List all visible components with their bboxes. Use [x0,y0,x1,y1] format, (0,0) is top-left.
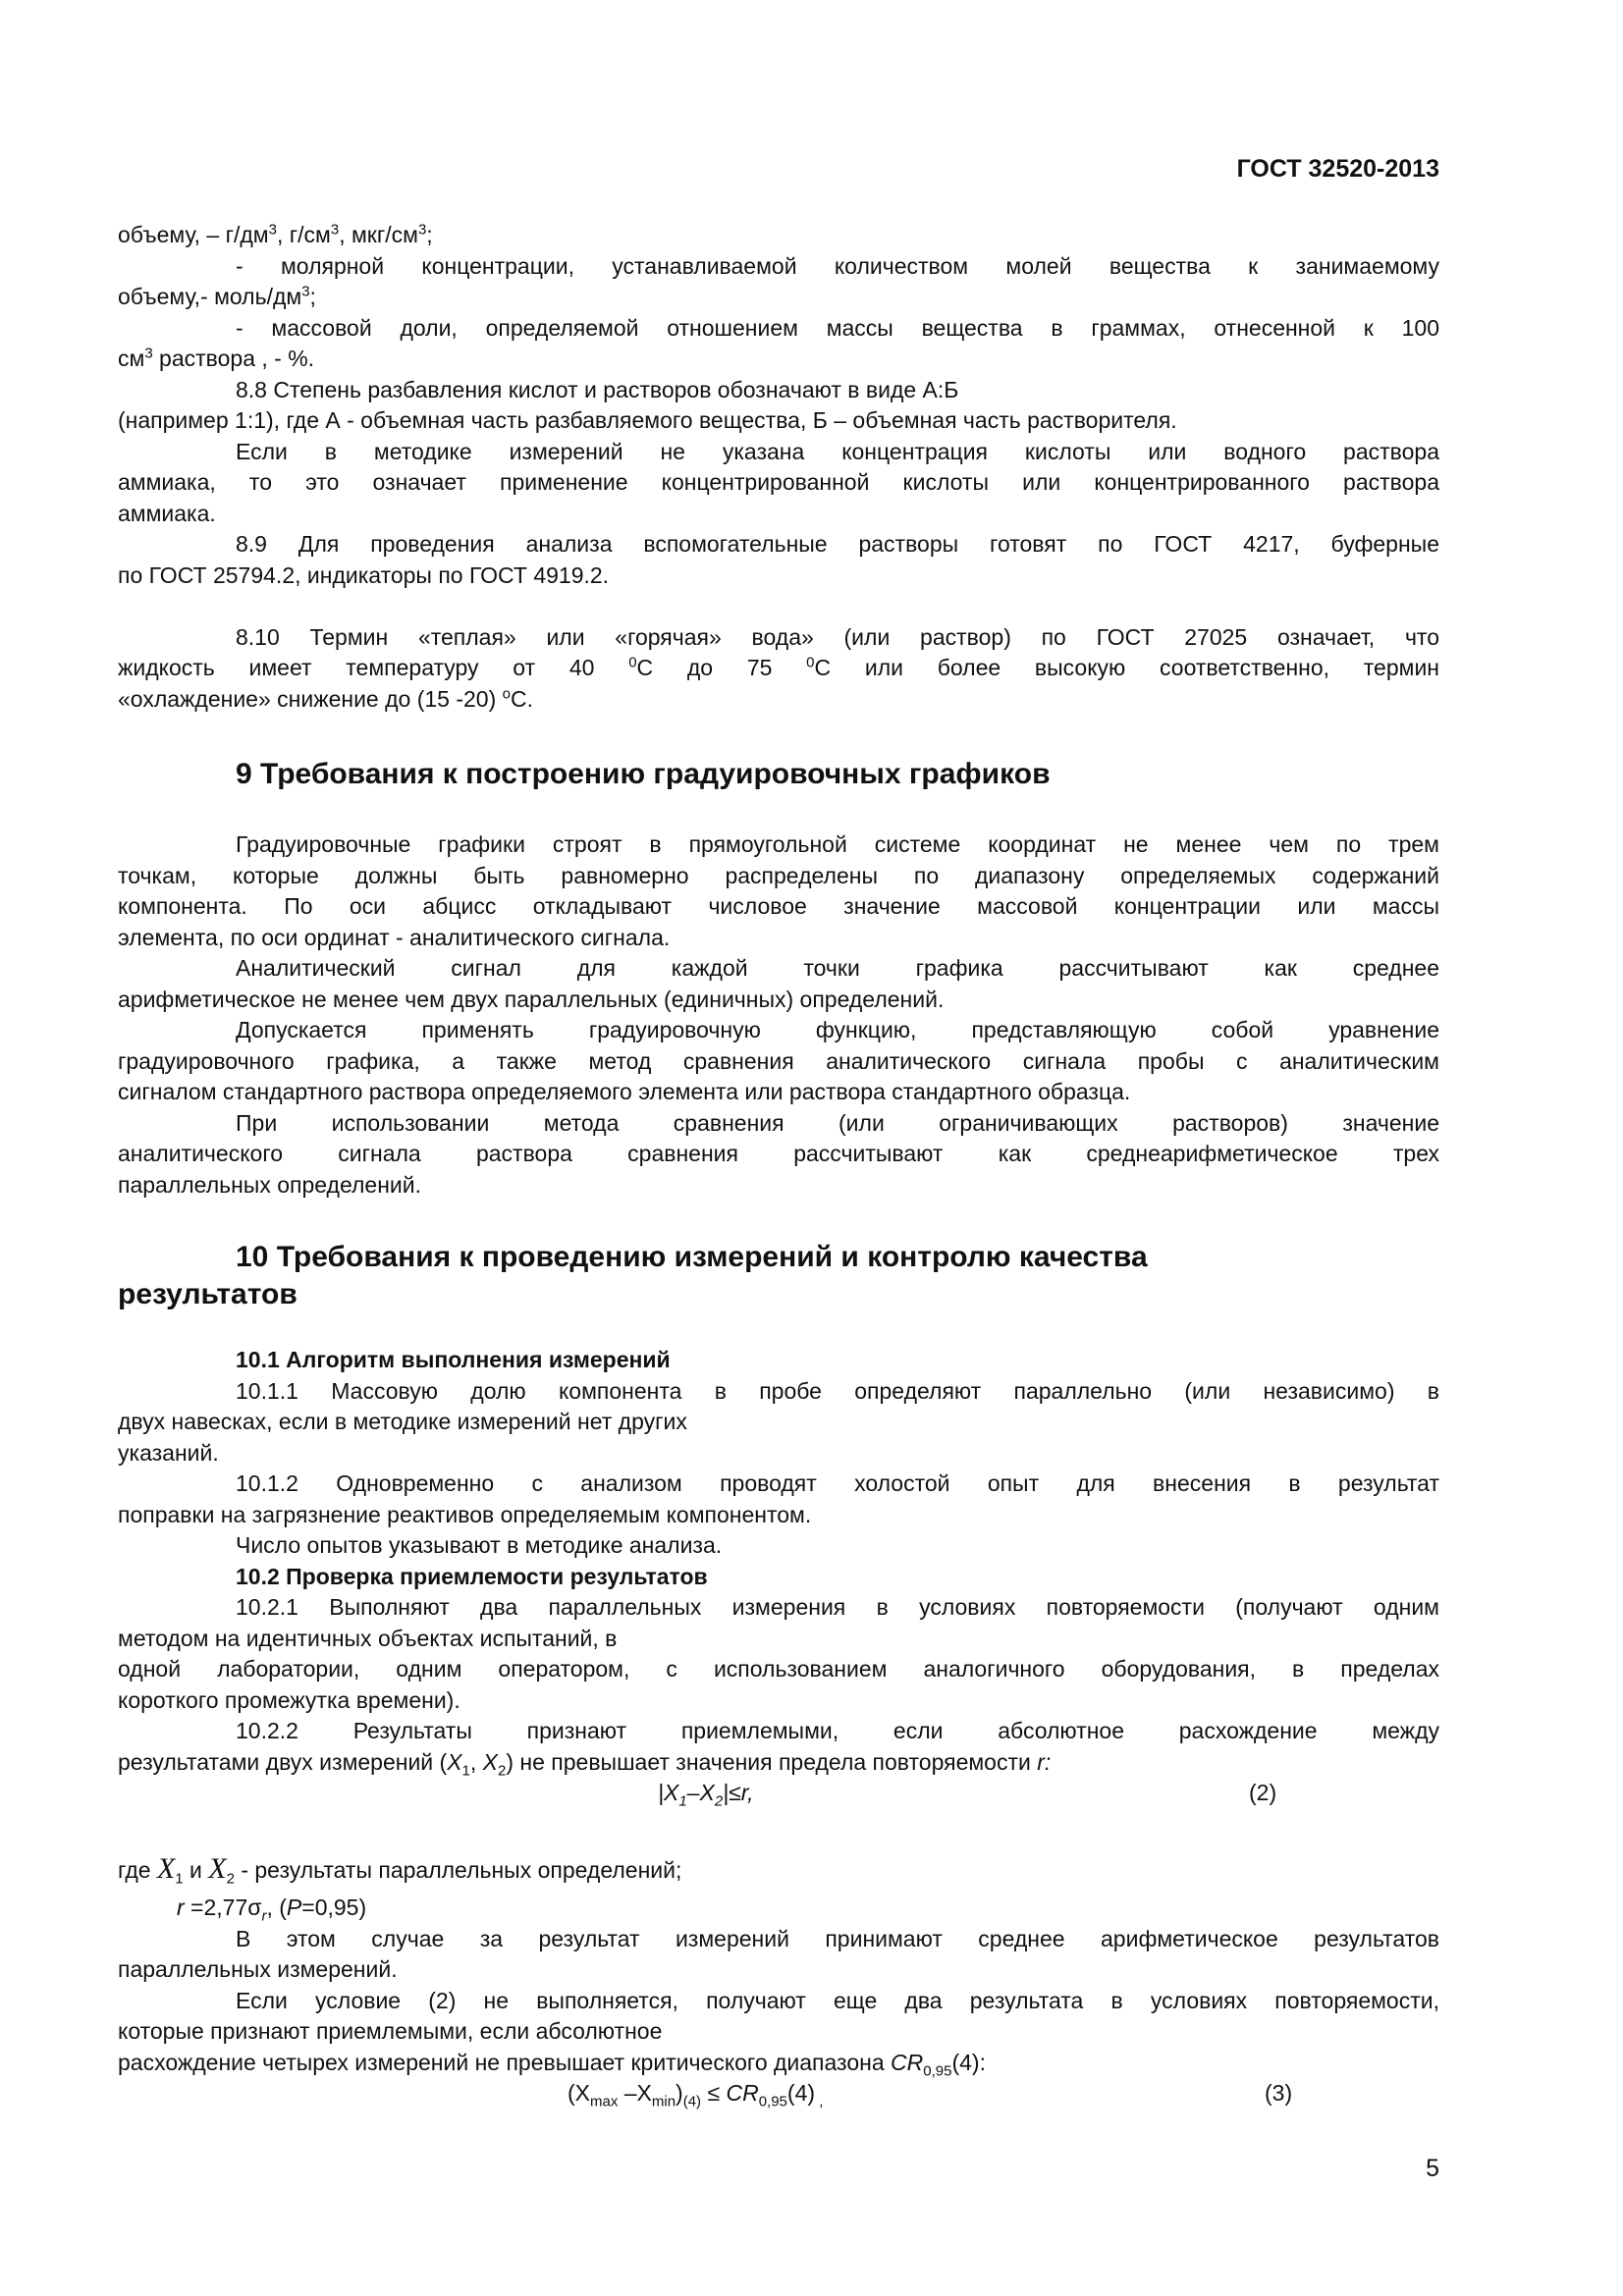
clause-8-8-line-5: аммиака. [118,500,216,526]
mean-result-line: В этом случае за результат измерений принимают среднее арифметическое результатов [236,1925,1439,1951]
where-line: где $X_1$ и $X_2$ - результаты параллельных определений; [118,1852,682,1888]
p10-1-2-line: 10.1.2 Одновременно с анализом проводят холостой опыт для внесения в результат [236,1470,1439,1496]
intro-line-4: - массовой доли, определяемой отношением массы вещества в граммах, отнесенной к 100 [236,314,1439,341]
intro-block [118,220,1439,715]
section-9-title: 9 Требования к построению градуировочных графиков [236,758,1051,790]
experiments-count-line: Число опытов указывают в методике анализа. [236,1532,723,1558]
clause-8-8-line-2: (например 1:1), где А - объемная часть разбавляемого вещества, Б – объемная часть растворителя. [118,407,1177,433]
condition-line: которые признают приемлемыми, если абсолютное [118,2018,663,2044]
intro-line-3: объему,- моль/$дм^3$; [118,283,316,309]
s9-p4-line: При использовании метода сравнения (или ограничивающих растворов) значение [236,1109,1439,1136]
s9-p2-line: арифметическое не менее чем двух параллельных (единичных) определений. [118,986,945,1012]
p10-1-1-line: указаний. [118,1439,219,1466]
p10-2-2-line-2: результатами двух измерений ($X_1$, $X_2$) не превышает значения предела повторяемости r: [118,1748,1052,1780]
equation-2 [118,1778,1439,1809]
equation-3 [118,2078,1439,2109]
equation-3-expression: ($X_{max}$ $-X_{min})_{(4)} \le CR_{0,95}(4)$ $_,$ [568,2080,824,2110]
s9-p4-line: параллельных определений. [118,1171,421,1198]
section-10 [118,1239,1439,1313]
s9-p1-line: элемента, по оси ординат - аналитического сигнала. [118,924,671,950]
p10-1-1-line: 10.1.1 Массовую долю компонента в пробе определяют параллельно (или независимо) в [236,1377,1439,1404]
r-definition-line: $r =2,77\sigma_r$, (P=0,95) [177,1895,367,1925]
s9-p1-line: Градуировочные графики строят в прямоугольной системе координат не менее чем по трем [236,831,1439,857]
s9-p3-line: сигналом стандартного раствора определяемого элемента или раствора стандартного образца. [118,1079,1131,1104]
section-9-body [118,829,1439,1201]
section-10-title-line-1: 10 Требования к проведению измерений и контролю качества [236,1241,1148,1273]
subsection-10-2-title: 10.2 Проверка приемлемости результатов [236,1563,708,1589]
clause-8-9-line-1: 8.9 Для проведения анализа вспомогательные растворы готовят по ГОСТ 4217, буферные [236,531,1439,557]
intro-line-1: объему, – $г/дм^3$, $г/см^3$, мкг/$см^3$; [118,221,433,247]
intro-line-2: - молярной концентрации, устанавливаемой количеством молей вещества к занимаемому [236,252,1439,279]
clause-8-8-line-3: Если в методике измерений не указана концентрация кислоты или водного раствора [236,438,1439,464]
clause-8-10-line-2: жидкость имеет температуру от 40 $^0$С до 75 $^0$С или более высокую соответственно, термин [118,654,1440,680]
clause-8-8-line-1: 8.8 Степень разбавления кислот и растворов обозначают в виде А:Б [236,376,959,402]
equation-3-number: (3) [1265,2080,1293,2106]
p10-2-1-line: короткого промежутка времени). [118,1686,460,1713]
clause-8-10-line-3: «охлаждение» снижение до (15 -20) $^о$С. [118,684,533,712]
where-block [118,1853,1439,2109]
section-10-title-line-2: результатов [118,1278,298,1310]
clause-8-9-line-2: по ГОСТ 25794.2, индикаторы по ГОСТ 4919.2. [118,561,610,588]
equation-2-expression: $|X_1-X_2|\le r$, [658,1780,754,1810]
page-number: 5 [1426,2155,1439,2182]
s9-p3-line: Допускается применять градуировочную функцию, представляющую собой уравнение [236,1017,1439,1042]
s9-p3-line: градуировочного графика, а также метод сравнения аналитического сигнала пробы с аналитическим [118,1047,1439,1074]
clause-8-8-line-4: аммиака, то это означает применение концентрированной кислоты или концентрированного раствора [118,469,1439,495]
condition-line: Если условие (2) не выполняется, получают еще два результата в условиях повторяемости, [236,1987,1439,2013]
s9-p4-line: аналитического сигнала раствора сравнения рассчитывают как среднеарифметическое трех [118,1141,1439,1166]
clause-8-10-line-1: 8.10 Термин «теплая» или «горячая» вода» (или раствор) по ГОСТ 27025 означает, что [236,623,1439,650]
p10-1-1-line: двух навесках, если в методике измерений нет других [118,1409,687,1434]
p10-2-2-line-1: 10.2.2 Результаты признают приемлемыми, если абсолютное расхождение между [236,1718,1439,1743]
section-9 [118,756,1439,793]
p10-2-1-line: одной лаборатории, одним оператором, с использованием аналогичного оборудования, в пределах [118,1656,1439,1682]
p10-1-2-line: поправки на загрязнение реактивов определяемым компонентом. [118,1501,812,1527]
p10-2-1-line: 10.2.1 Выполняют два параллельных измерения в условиях повторяемости (получают одним [236,1594,1439,1620]
subsection-10-1-title: 10.1 Алгоритм выполнения измерений [236,1347,671,1372]
s9-p1-line: точкам, которые должны быть равномерно распределены по диапазону определяемых содержаний [118,862,1439,888]
s9-p2-line: Аналитический сигнал для каждой точки графика рассчитывают как среднее [236,955,1439,981]
s9-p1-line: компонента. По оси абцисс откладывают числовое значение массовой концентрации или массы [118,893,1439,919]
mean-result-line: параллельных измерений. [118,1956,398,1982]
intro-line-5: $см^3$ раствора , - %. [118,345,315,371]
critical-range-line: расхождение четырех измерений не превышает критического диапазона $CR_{0,95}(4)$: [118,2049,986,2080]
document-code-header: ГОСТ 32520-2013 [1236,155,1439,183]
section-10-body [118,1345,1439,1809]
equation-2-number: (2) [1249,1780,1277,1805]
p10-2-1-line: методом на идентичных объектах испытаний, в [118,1625,618,1651]
